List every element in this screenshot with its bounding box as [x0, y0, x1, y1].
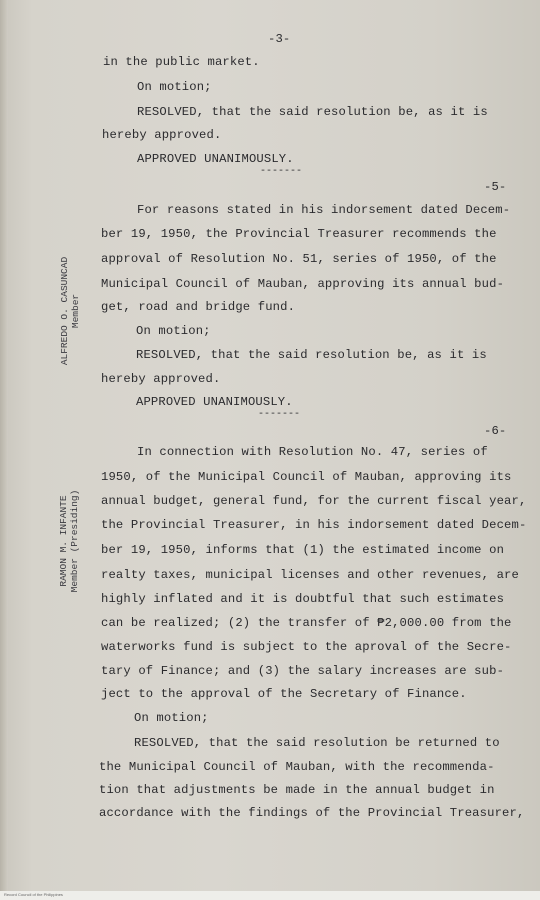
- page-number: -3-: [268, 32, 291, 46]
- approved-line: APPROVED UNANIMOUSLY.: [136, 395, 293, 409]
- signature-name: RAMON M. INFANTE: [58, 495, 69, 587]
- text-line: approval of Resolution No. 51, series of 1950, of the: [101, 252, 497, 266]
- text-line: annual budget, general fund, for the current fiscal year,: [101, 494, 527, 508]
- separator-rule: -------: [258, 409, 301, 420]
- signature-role: Member: [70, 293, 81, 329]
- scan-footer-strip: [0, 891, 540, 900]
- resolved-line: RESOLVED, that the said resolution be returned to: [134, 736, 500, 750]
- resolved-line: RESOLVED, that the said resolution be, as it is: [136, 348, 487, 362]
- resolved-line: RESOLVED, that the said resolution be, as it is: [137, 105, 488, 119]
- text-line: ber 19, 1950, the Provincial Treasurer recommends the: [101, 227, 497, 241]
- margin-signature: [59, 246, 81, 376]
- signature-name: ALFREDO O. CASUNCAD: [59, 256, 70, 366]
- text-line: get, road and bridge fund.: [101, 300, 296, 314]
- footer-text: Record Council of the Philippines: [4, 892, 63, 897]
- resolved-line: the Municipal Council of Mauban, with the recommenda-: [99, 760, 495, 774]
- text-line: 1950, of the Municipal Council of Mauban, approving its: [101, 470, 512, 484]
- text-line: realty taxes, municipal licenses and other revenues, are: [101, 568, 519, 582]
- motion-line: On motion;: [134, 711, 209, 725]
- text-line: highly inflated and it is doubtful that such estimates: [101, 592, 505, 606]
- text-line: waterworks fund is subject to the aproval of the Secre-: [101, 640, 512, 654]
- motion-line: On motion;: [137, 80, 212, 94]
- page-binding-edge: [0, 0, 8, 900]
- resolved-line: accordance with the findings of the Provincial Treasurer,: [99, 806, 525, 820]
- approved-line: APPROVED UNANIMOUSLY.: [137, 152, 294, 166]
- separator-rule: -------: [260, 166, 303, 177]
- signature-role: Member (Presiding): [69, 489, 80, 593]
- text-line: can be realized; (2) the transfer of ₱2,000.00 from the: [101, 616, 512, 630]
- margin-signature: [58, 466, 80, 616]
- resolved-line: hereby approved.: [102, 128, 222, 142]
- text-line: in the public market.: [103, 55, 260, 69]
- section-number: -5-: [484, 180, 507, 194]
- text-line: ject to the approval of the Secretary of Finance.: [101, 687, 467, 701]
- section-number: -6-: [484, 424, 507, 438]
- text-line: the Provincial Treasurer, in his indorsement dated Decem-: [101, 518, 527, 532]
- text-line: For reasons stated in his indorsement dated Decem-: [137, 203, 511, 217]
- text-line: tary of Finance; and (3) the salary increases are sub-: [101, 664, 505, 678]
- resolved-line: hereby approved.: [101, 372, 221, 386]
- text-line: Municipal Council of Mauban, approving its annual bud-: [101, 277, 505, 291]
- resolved-line: tion that adjustments be made in the annual budget in: [99, 783, 495, 797]
- motion-line: On motion;: [136, 324, 211, 338]
- text-line: In connection with Resolution No. 47, series of: [137, 445, 488, 459]
- text-line: ber 19, 1950, informs that (1) the estimated income on: [101, 543, 505, 557]
